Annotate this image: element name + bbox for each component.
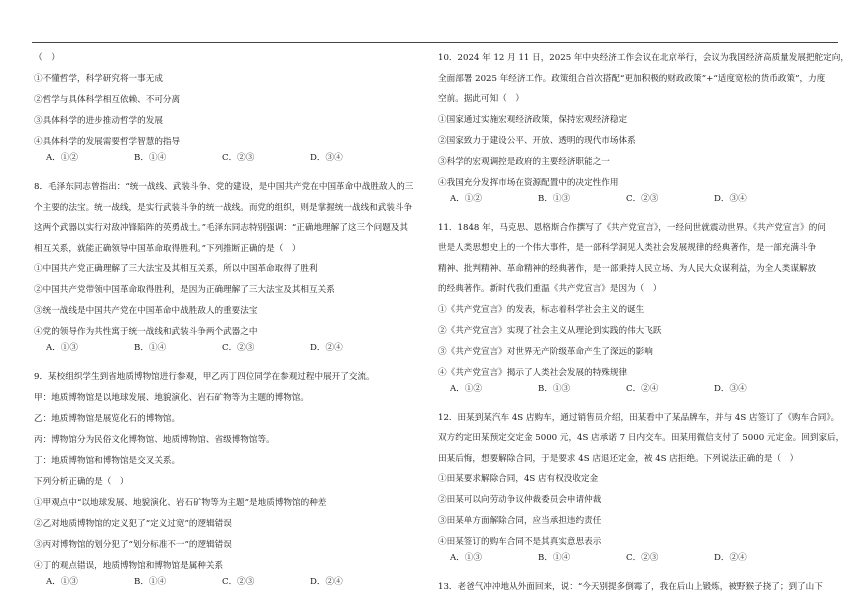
text-line: 田某后悔，想要解除合同，于是要求 4S 店退还定金，被 4S 店拒绝。下列说法正确的是（ ） [438, 453, 799, 464]
answer-options [34, 153, 436, 177]
answer-options [34, 343, 436, 367]
answer-option: C．②③ [626, 553, 659, 563]
text-line: 全面部署 2025 年经济工作。政策组合首次搭配“更加积极的财政政策”+“适度宽松的货币政策”，力度 [438, 73, 826, 84]
right-column [438, 48, 849, 598]
text-line: ②中国共产党带领中国革命取得胜利，是因为正确理解了三大法宝及其相互关系 [34, 285, 335, 295]
answer-option: D．③④ [714, 193, 747, 204]
text-line: ④我国充分发挥市场在资源配置中的决定性作用 [438, 177, 619, 188]
answer-options [438, 384, 840, 408]
text-line: ③具体科学的进步推动哲学的发展 [34, 116, 163, 126]
answer-options [438, 553, 840, 577]
text-line: ①不懂哲学，科学研究将一事无成 [34, 74, 163, 84]
answer-option: D．②④ [310, 577, 343, 587]
text-line: ③科学的宏观调控是政府的主要经济职能之一 [438, 156, 610, 167]
text-line: 世是人类思想史上的一个伟大事件，是一部科学洞见人类社会发展规律的经典著作，是一部充满斗争 [438, 243, 817, 253]
answer-option: B．①④ [538, 553, 571, 563]
text-line: 这两个武器以实行对敌冲锋陷阵的英勇战士。”毛泽东同志特别强调：“正确地理解了这三个问题及其 [34, 223, 409, 233]
answer-option: D．②④ [714, 553, 747, 563]
answer-option: B．①④ [134, 343, 167, 353]
text-line: 甲：地质博物馆是以地球发展、地貌演化、岩石矿物等为主题的博物馆。 [34, 393, 310, 403]
text-line: 8．毛泽东同志曾指出：“统一战线、武装斗争、党的建设，是中国共产党在中国革命中战胜敌人的三 [34, 182, 414, 192]
text-line: ③统一战线是中国共产党在中国革命中战胜敌人的重要法宝 [34, 306, 258, 316]
text-line: ①国家通过实施宏观经济政策，保持宏观经济稳定 [438, 114, 628, 125]
text-line: ②《共产党宣言》实现了社会主义从理论到实践的伟大飞跃 [438, 325, 662, 336]
header-rule [32, 42, 838, 43]
text-line: 相互关系，就能正确领导中国革命取得胜利。”下列推断正确的是（ ） [34, 243, 301, 254]
text-line: ②乙对地质博物馆的定义犯了“定义过宽”的逻辑错误 [34, 519, 232, 529]
text-line: ④《共产党宣言》揭示了人类社会发展的特殊规律 [438, 367, 628, 378]
text-line: ③丙对博物馆的划分犯了“划分标准不一”的逻辑错误 [34, 540, 232, 550]
answer-option: B．①④ [134, 577, 167, 587]
text-line: 10．2024 年 12 月 11 日，2025 年中央经济工作会议在北京举行，会议为我国经济高质量发展把舵定向， [438, 53, 849, 63]
answer-option: C．②④ [626, 383, 659, 394]
answer-option: A．①③ [46, 577, 78, 587]
text-line: 乙：地质博物馆是展览化石的博物馆。 [34, 414, 181, 424]
text-line: 11．1848 年，马克思、恩格斯合作撰写了《共产党宣言》，一经问世就震动世界。《共产党宣言》的问 [438, 222, 826, 233]
text-line: ③田某单方面解除合同，应当承担违约责任 [438, 516, 602, 526]
answer-option: A．①② [450, 193, 482, 204]
text-line: ④田某签订的购车合同不是其真实意思表示 [438, 537, 602, 547]
text-line: 丁：地质博物馆和博物馆是交叉关系。 [34, 456, 181, 466]
text-line: 个主要的法宝。统一战线，是实行武装斗争的统一战线。而党的组织，则是掌握统一战线和武装斗争 [34, 202, 413, 213]
answer-option: C．②③ [626, 193, 659, 204]
answer-option: A．①② [450, 383, 482, 394]
text-line: （ ） [34, 53, 60, 63]
answer-option: B．①③ [538, 383, 571, 394]
text-line: ②国家致力于建设公平、开放、透明的现代市场体系 [438, 135, 636, 146]
text-line: ①甲观点中“以地球发展、地貌演化、岩石矿物等为主题”是地质博物馆的种差 [34, 498, 327, 508]
answer-options [34, 577, 436, 601]
answer-option: D．③④ [310, 153, 343, 163]
answer-option: D．③④ [714, 383, 747, 394]
text-line: 双方约定田某预定交定金 5000 元，4S 店承诺 7 日内交车。田某用微信支付了 5000 元定金。回到家后， [438, 433, 845, 443]
answer-option: C．②③ [222, 577, 255, 587]
answer-option: B．①④ [134, 153, 167, 163]
answer-option: A．①③ [450, 553, 482, 563]
answer-options [438, 194, 840, 218]
text-line: ④党的领导作为共性寓于统一战线和武装斗争两个武器之中 [34, 327, 258, 337]
answer-option: A．①② [46, 153, 78, 163]
text-line: 空前。据此可知（ ） [438, 94, 524, 104]
text-line: 下列分析正确的是（ ） [34, 477, 129, 487]
answer-option: C．②③ [222, 153, 255, 163]
text-line: 13．老爸气冲冲地从外面回来，说：“今天别提多倒霉了，我在后山上锻炼，被野猴子挠了；到了山下 [438, 582, 823, 592]
text-line: ①中国共产党正确理解了三大法宝及其相互关系，所以中国革命取得了胜利 [34, 264, 318, 274]
text-line: 12．田某到某汽车 4S 店购车，通过销售员介绍，田某看中了某品牌车，并与 4S 店签订了《购车合同》。 [438, 412, 840, 423]
answer-option: D．②④ [310, 343, 343, 353]
text-line: ①《共产党宣言》的发表，标志着科学社会主义的诞生 [438, 304, 645, 315]
text-line: ②田某可以向劳动争议仲裁委员会申请仲裁 [438, 495, 602, 505]
text-line: ①田某要求解除合同，4S 店有权没收定金 [438, 474, 599, 484]
text-line: 的经典著作。新时代我们重温《共产党宣言》是因为（ ） [438, 284, 662, 294]
text-line: 9．某校组织学生到省地质博物馆进行参观，甲乙丙丁四位同学在参观过程中展开了交流。 [34, 372, 375, 382]
text-line: ③《共产党宣言》对世界无产阶级革命产生了深远的影响 [438, 346, 653, 357]
answer-option: B．①③ [538, 193, 571, 204]
answer-option: A．①③ [46, 343, 78, 353]
text-line: ④具体科学的发展需要哲学智慧的指导 [34, 137, 181, 147]
left-column [34, 48, 436, 601]
answer-option: C．②③ [222, 343, 255, 353]
text-line: ②哲学与具体科学相互依赖、不可分离 [34, 95, 181, 105]
text-line: ④丁的观点错误，地质博物馆和博物馆是属种关系 [34, 561, 224, 571]
text-line: 丙：博物馆分为民俗文化博物馆、地质博物馆、省级博物馆等。 [34, 435, 275, 445]
text-line: 精神、批判精神、革命精神的经典著作，是一部秉持人民立场、为人民大众谋利益，为全人类谋解放 [438, 263, 817, 274]
